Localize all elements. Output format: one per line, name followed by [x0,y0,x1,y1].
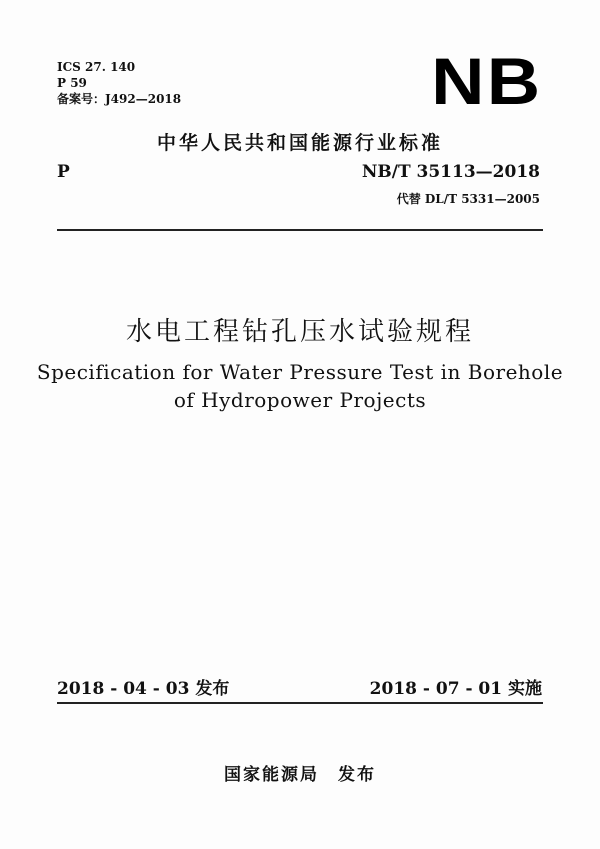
implementation-date: 2018 - 07 - 01 实施 [369,679,542,699]
title-chinese: 水电工程钻孔压水试验规程 [125,317,474,347]
issue-date: 2018 - 04 - 03 发布 [57,679,230,699]
title-english-line-1: Specification for Water Pressure Test in Borehole [36,360,564,384]
top-divider [57,229,543,231]
replaces-standard: 代替 DL/T 5331—2005 [396,192,540,206]
title-english-line-2: of Hydropower Projects [173,388,427,412]
category-code: P [57,162,70,182]
nb-logo: NB [430,44,542,118]
issuing-organization-title: 中华人民共和国能源行业标准 [156,132,443,154]
standard-number: NB/T 35113—2018 [361,162,540,182]
bottom-divider [57,702,543,704]
p-classification-code: P 59 [57,76,87,90]
ics-code: ICS 27. 140 [57,60,136,74]
record-number: 备案号：J492—2018 [57,92,182,106]
publisher: 国家能源局 发布 [224,765,376,785]
